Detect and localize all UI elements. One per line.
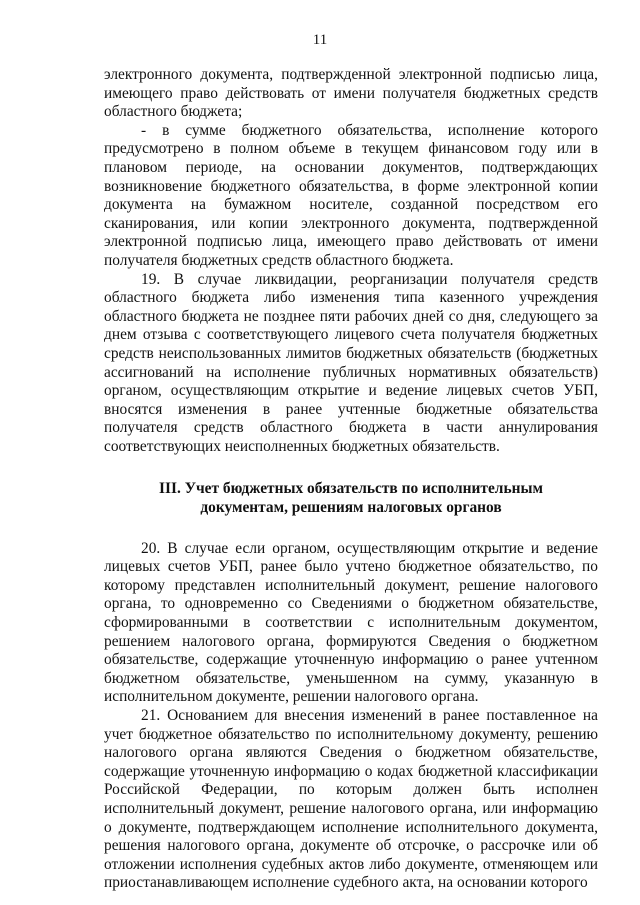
section-heading-line-2: документам, решениям налоговых органов [200, 499, 502, 517]
paragraph-continuation: электронного документа, подтвержденной электронной подписью лица, имеющего право действовать от имени получателя бюджетных средств областного бюджета; [104, 66, 598, 121]
paragraph-list-item: - в сумме бюджетного обязательства, исполнение которого предусмотрено в полном объеме в текущем финансовом году или в плановом периоде, на основании документов, подтверждающих возникновение бюджетного обязательства, в форме электронной копии документа на бумажном носителе, созданной посредством его сканирования, или копии электронного документа, подтвержденной электронной подписью лица, имеющего право действовать от имени получателя бюджетных средств областного бюджета. [104, 121, 598, 269]
document-body [104, 66, 598, 893]
section-heading [104, 480, 598, 517]
paragraph-21: 21. Основанием для внесения изменений в ранее поставленное на учет бюджетное обязательство по исполнительному документу, решению налогового органа являются Сведения о бюджетном обязательстве, содержащие уточненную информацию о кодах бюджетной классификации Российской Федерации, по которым должен быть исполнен исполнительный документ, решение налогового органа, или информацию о документе, подтверждающем исполнение исполнительного документа, решения налогового органа, документе об отсрочке, о рассрочке или об отложении исполнения судебных актов либо документе, отменяющем или приостанавливающем исполнение судебного акта, на основании которого [104, 707, 598, 892]
paragraph-20: 20. В случае если органом, осуществляющим открытие и ведение лицевых счетов УБП, ранее было учтено бюджетное обязательство, по которому представлен исполнительный документ, решение налогового органа, то одновременно со Сведениями о бюджетном обязательстве, сформированными в соответствии с исполнительным документом, решением налогового органа, формируются Сведения о бюджетном обязательстве, содержащие уточненную информацию о ранее учтенном бюджетном обязательстве, уменьшенном на сумму, указанную в исполнительном документе, решении налогового органа. [104, 539, 598, 706]
paragraph-19: 19. В случае ликвидации, реорганизации получателя средств областного бюджета либо изменения типа казенного учреждения областного бюджета не позднее пяти рабочих дней со дня, следующего за днем отзыва с соответствующего лицевого счета получателя бюджетных средств неиспользованных лимитов бюджетных обязательств (бюджетных ассигнований на исполнение публичных нормативных обязательств) органом, осуществляющим открытие и ведение лицевых счетов УБП, вносятся изменения в ранее учтенные бюджетные обязательства получателя средств областного бюджета в части аннулирования соответствующих неисполненных бюджетных обязательств. [104, 270, 598, 455]
page-number: 11 [312, 32, 328, 48]
section-heading-line-1: III. Учет бюджетных обязательств по исполнительным [159, 480, 543, 498]
